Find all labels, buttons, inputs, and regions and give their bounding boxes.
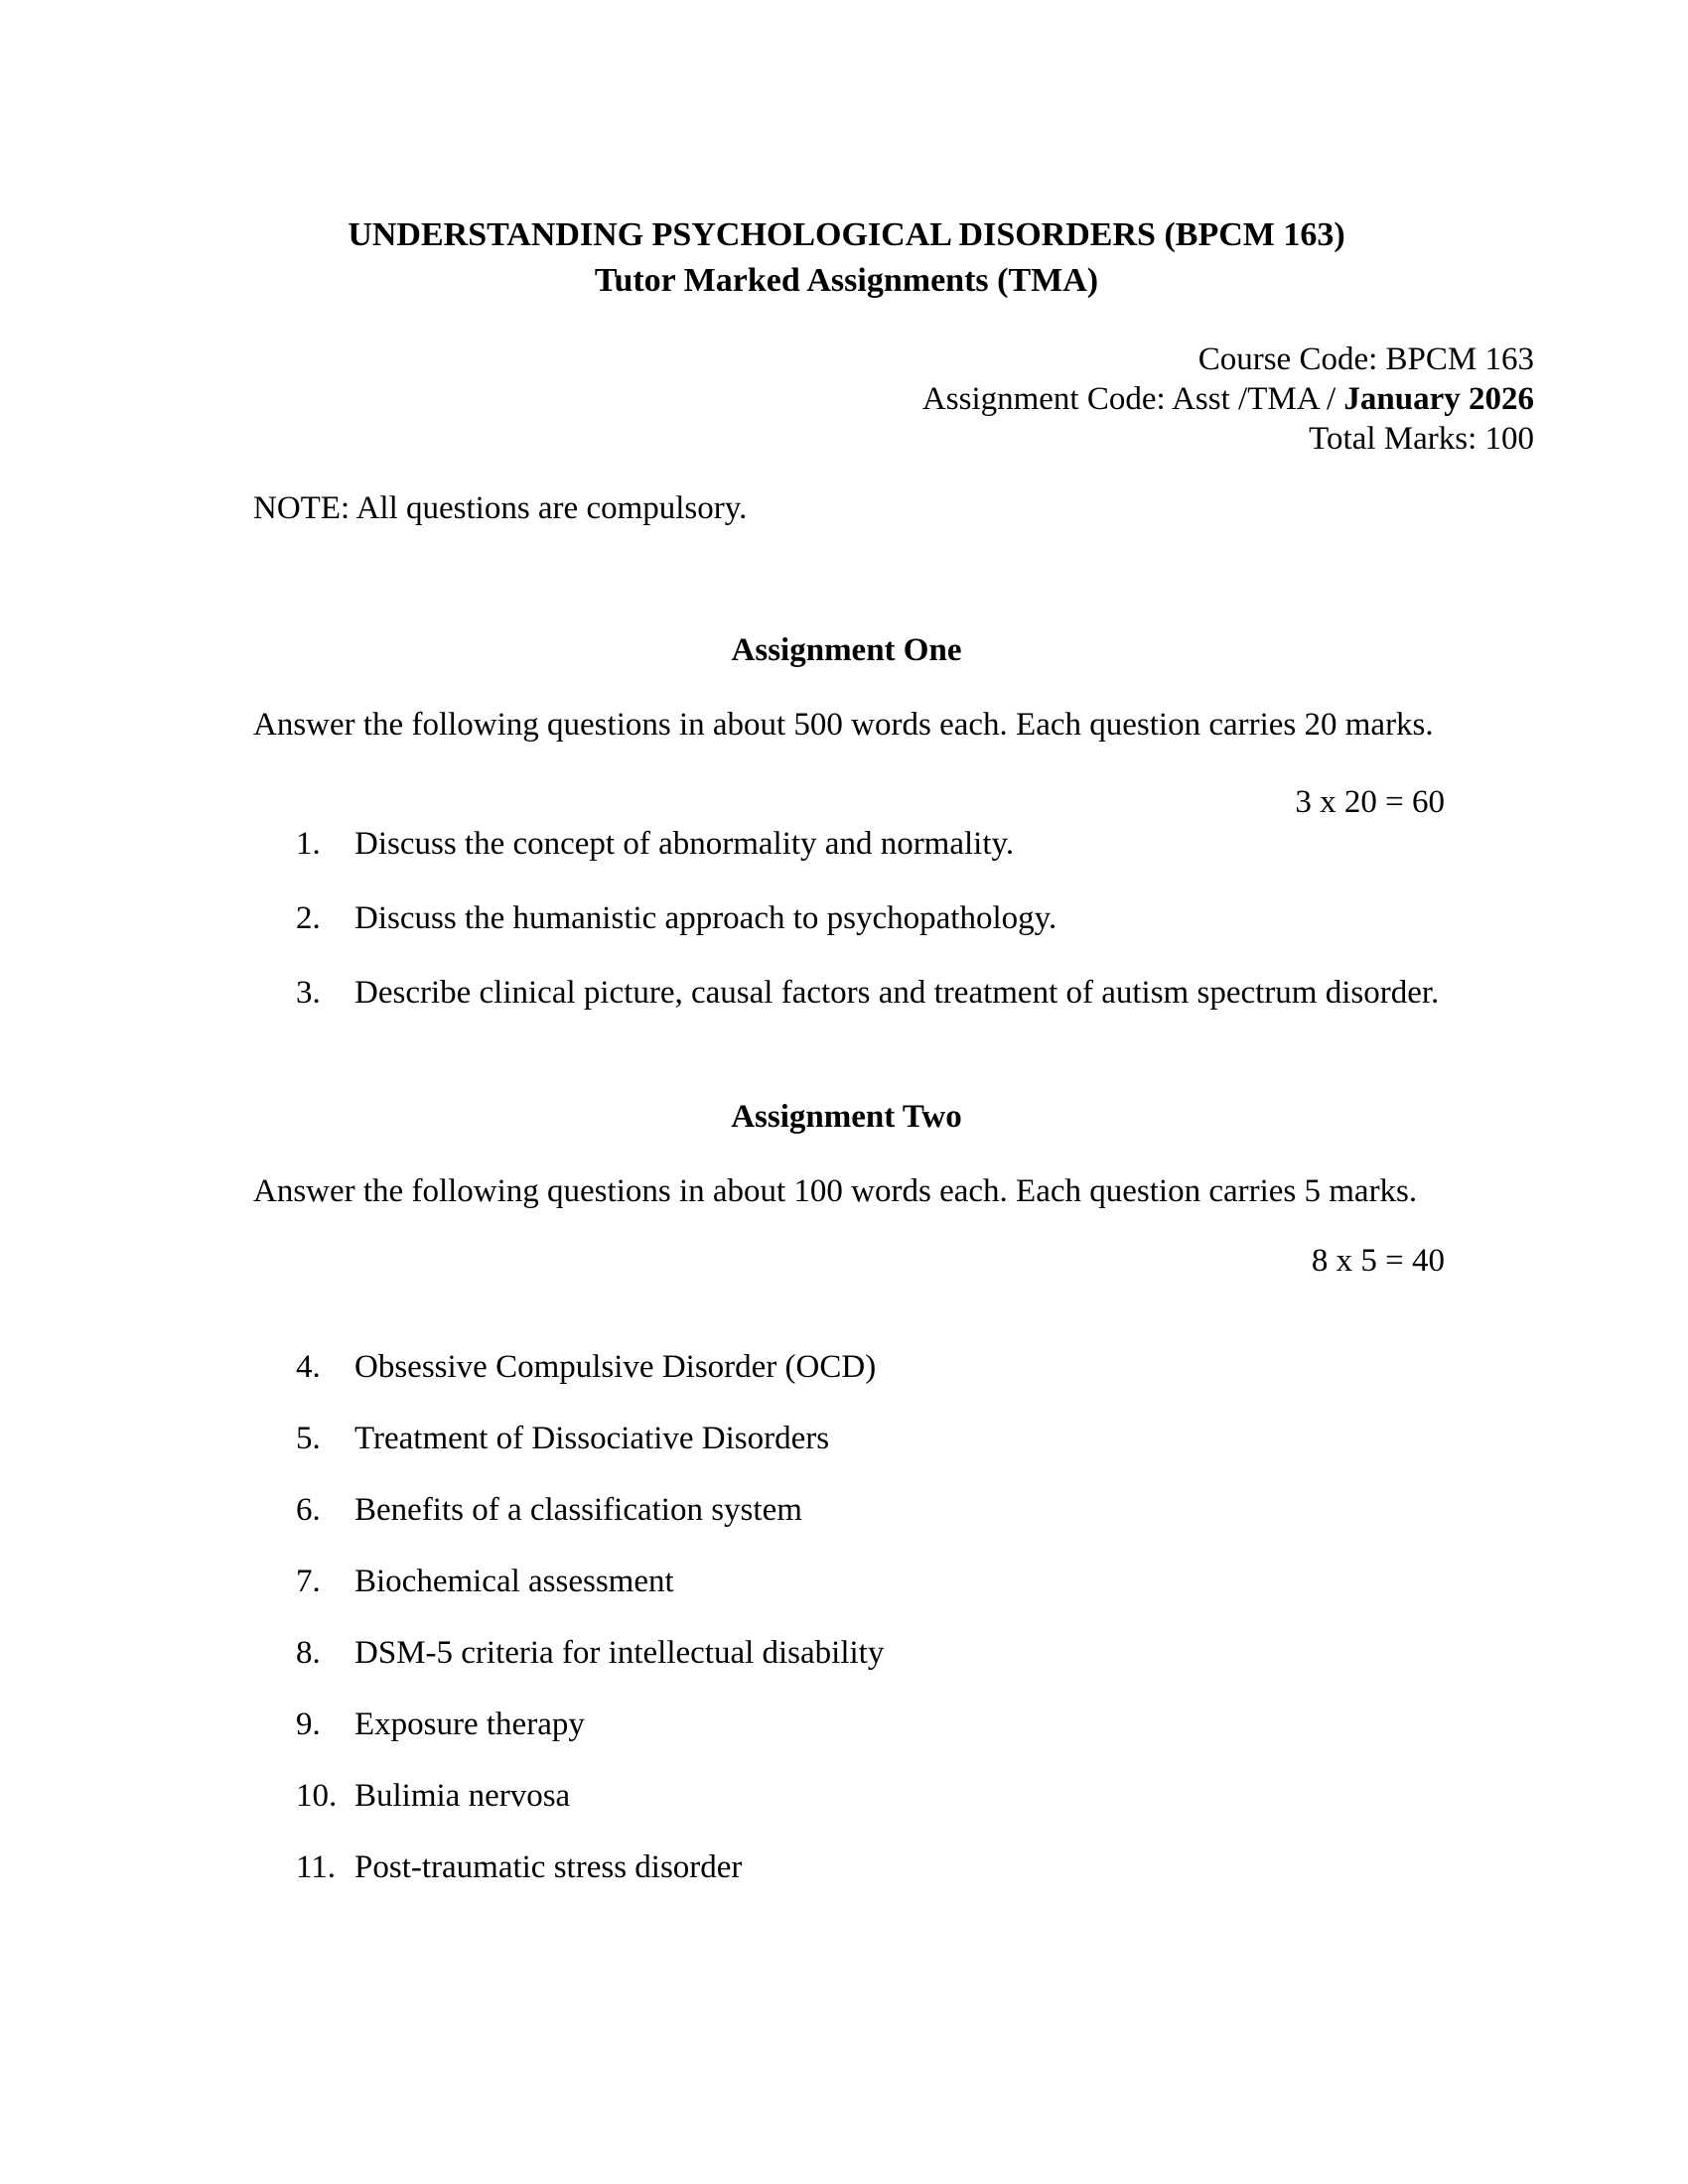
question-number: 9.	[296, 1706, 321, 1742]
question-row-1	[296, 824, 1445, 864]
assignment-code-session: January 2026	[1343, 381, 1534, 417]
question-text: Exposure therapy	[354, 1706, 585, 1742]
document-title-line2: Tutor Marked Assignments (TMA)	[594, 262, 1099, 299]
question-row-4	[296, 1347, 1445, 1387]
question-text: Post-traumatic stress disorder	[354, 1849, 743, 1885]
assignment-two-heading: Assignment Two	[731, 1099, 962, 1135]
question-text: Obsessive Compulsive Disorder (OCD)	[354, 1349, 877, 1385]
course-code: Course Code: BPCM 163	[1197, 341, 1534, 377]
question-row-2	[296, 898, 1445, 938]
question-text: Treatment of Dissociative Disorders	[354, 1421, 830, 1456]
assignment-code-prefix: Assignment Code: Asst /TMA /	[921, 381, 1344, 417]
question-text: DSM-5 criteria for intellectual disability	[354, 1635, 885, 1671]
question-row-10	[296, 1776, 1445, 1816]
question-number: 11.	[296, 1849, 337, 1885]
question-text: Benefits of a classification system	[354, 1492, 802, 1528]
question-row-5	[296, 1419, 1445, 1458]
question-row-9	[296, 1705, 1445, 1744]
note-line: NOTE: All questions are compulsory.	[253, 490, 748, 526]
question-number: 5.	[296, 1421, 321, 1456]
assignment-two-marks-formula: 8 x 5 = 40	[1311, 1243, 1445, 1279]
question-row-3	[296, 973, 1445, 1013]
document-meta	[922, 340, 1534, 459]
question-number: 6.	[296, 1492, 321, 1528]
assignment-one-heading: Assignment One	[731, 632, 962, 668]
question-text: Discuss the concept of abnormality and normality.	[354, 826, 1015, 862]
question-number: 4.	[296, 1349, 321, 1385]
question-number: 7.	[296, 1564, 321, 1599]
assignment-two-question-list	[296, 1347, 1445, 1919]
question-text: Discuss the humanistic approach to psychopathology.	[354, 900, 1057, 936]
question-number: 2.	[296, 900, 321, 936]
assignment-one-marks-formula: 3 x 20 = 60	[1295, 784, 1445, 820]
assignment-code	[922, 379, 1534, 419]
total-marks: Total Marks: 100	[1309, 421, 1534, 457]
assignment-one-instruction: Answer the following questions in about 500 words each. Each question carries 20 marks.	[253, 707, 1434, 743]
assignment-one-question-list	[296, 824, 1445, 1047]
document-title-line1: UNDERSTANDING PSYCHOLOGICAL DISORDERS (BPCM 163)	[348, 216, 1345, 253]
question-row-11	[296, 1847, 1445, 1887]
question-text: Biochemical assessment	[354, 1564, 674, 1599]
document-title	[253, 212, 1440, 304]
assignment-two-instruction: Answer the following questions in about 100 words each. Each question carries 5 marks.	[253, 1173, 1418, 1209]
question-row-8	[296, 1633, 1445, 1673]
question-text: Describe clinical picture, causal factors and treatment of autism spectrum disorder.	[354, 975, 1440, 1011]
question-number: 8.	[296, 1635, 321, 1671]
question-number: 10.	[296, 1778, 338, 1814]
question-row-6	[296, 1490, 1445, 1530]
question-number: 1.	[296, 826, 321, 862]
question-number: 3.	[296, 975, 321, 1011]
question-text: Bulimia nervosa	[354, 1778, 571, 1814]
question-row-7	[296, 1562, 1445, 1601]
